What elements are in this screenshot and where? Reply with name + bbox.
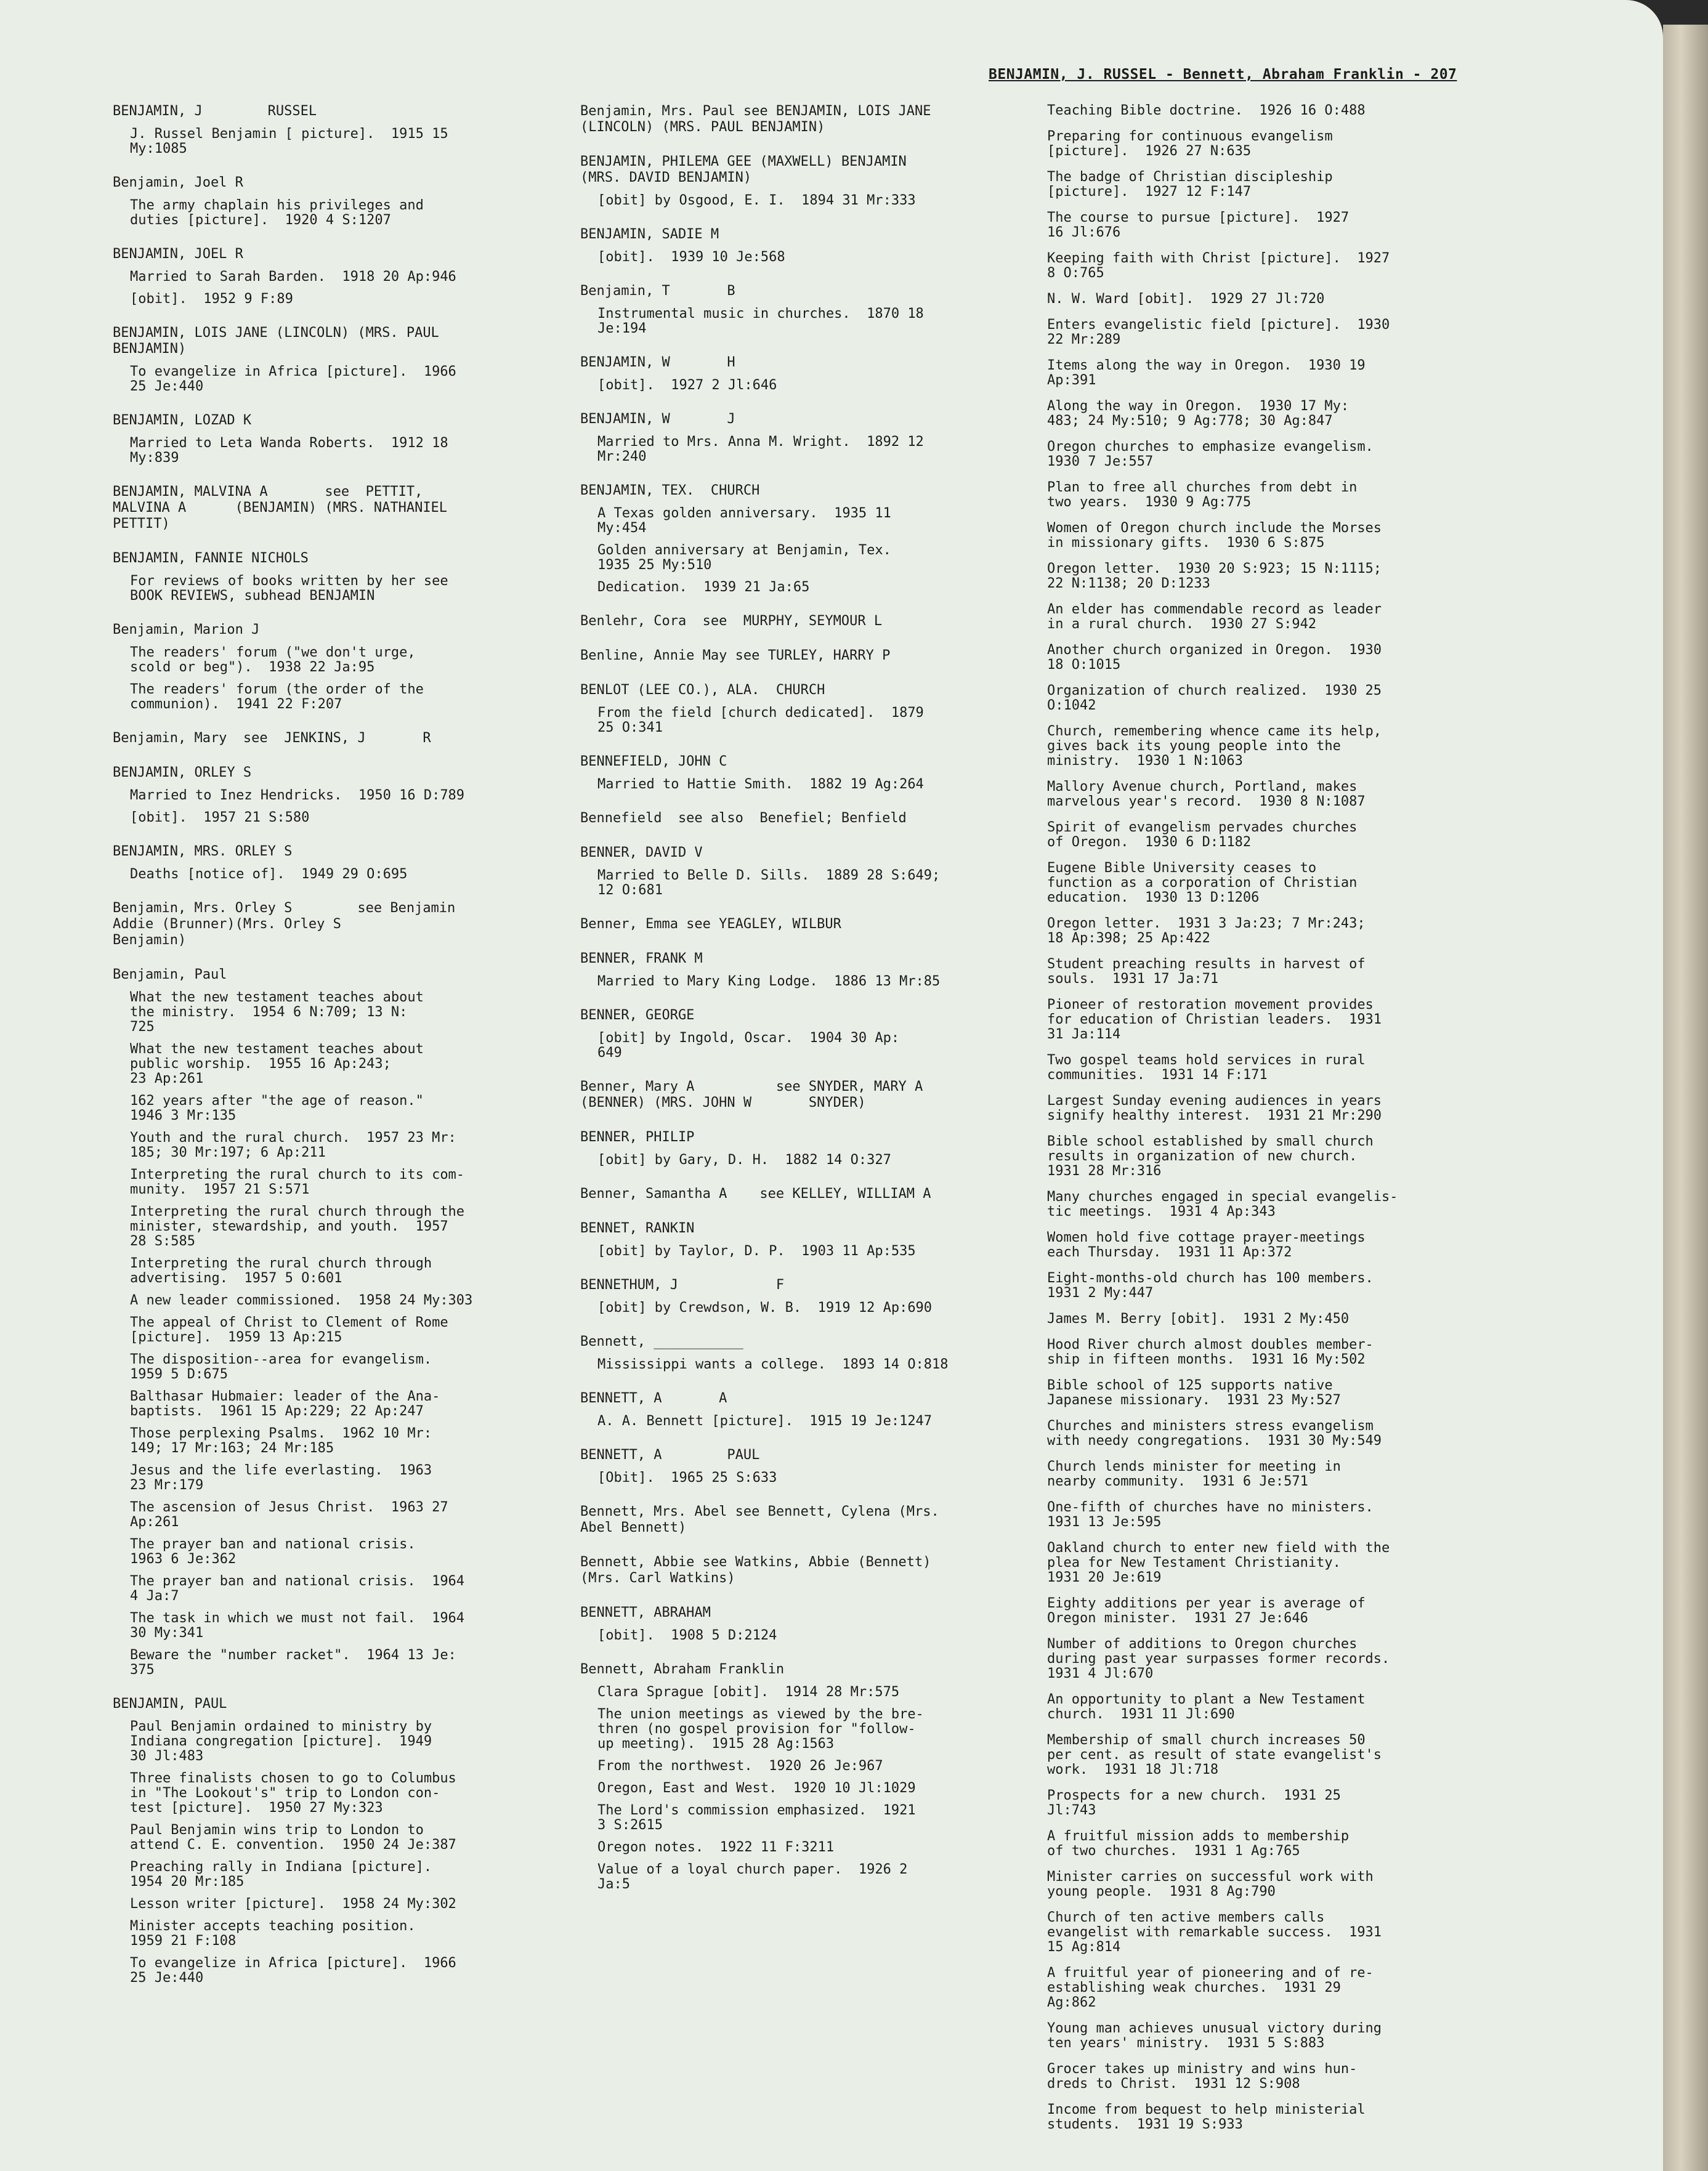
entry-citation: [obit] by Osgood, E. I. 1894 31 Mr:333 (597, 193, 916, 208)
entry-heading: BENJAMIN, MRS. ORLEY S (113, 844, 293, 859)
entry-citation: Preaching rally in Indiana [picture]. 1954 20 Mr:185 (130, 1859, 432, 1890)
entry-citation: [obit]. 1939 10 Je:568 (597, 249, 785, 265)
entry-citation: Pioneer of restoration movement provides for education of Christian leaders. 1931 31 Ja:114 (1047, 997, 1382, 1042)
entry-heading: Bennett, Abraham Franklin (580, 1662, 785, 1677)
index-entry (580, 845, 1024, 898)
entry-citation: Clara Sprague [obit]. 1914 28 Mr:575 (597, 1684, 900, 1700)
entry-citation: Largest Sunday evening audiences in years signify healthy interest. 1931 21 Mr:290 (1047, 1093, 1382, 1123)
entry-citation: Instrumental music in churches. 1870 18 Je:194 (597, 306, 924, 336)
entry-citation: Grocer takes up ministry and wins hun- dreds to Christ. 1931 12 S:908 (1047, 2061, 1358, 2092)
entry-heading: BENJAMIN, PAUL (113, 1696, 227, 1712)
index-entry (580, 1447, 1024, 1486)
index-entry (113, 900, 556, 948)
entry-heading: Benjamin, Marion J (113, 622, 260, 637)
entry-citation: Many churches engaged in special evangelis- tic meetings. 1931 4 Ap:343 (1047, 1189, 1398, 1219)
index-entry (580, 613, 1024, 629)
index-entry (580, 951, 1024, 989)
entry-citation: Three finalists chosen to go to Columbus in "The Lookout's" trip to London con- test [picture]. 1950 27 My:323 (130, 1771, 456, 1816)
entry-citation: Oregon letter. 1931 3 Ja:23; 7 Mr:243; 18 Ap:398; 25 Ap:422 (1047, 916, 1366, 946)
entry-citation: From the northwest. 1920 26 Je:967 (597, 1758, 883, 1774)
entry-citation: A fruitful year of pioneering and of re- establishing weak churches. 1931 29 Ag:862 (1047, 1965, 1374, 2010)
entry-heading: BENJAMIN, PHILEMA GEE (MAXWELL) BENJAMIN (MRS. DAVID BENJAMIN) (580, 154, 907, 185)
entry-heading: BENJAMIN, W J (580, 411, 735, 427)
index-entry (580, 483, 1024, 595)
entry-citation: An elder has commendable record as leader in a rural church. 1930 27 S:942 (1047, 602, 1382, 632)
entry-citation: Interpreting the rural church through the minister, stewardship, and youth. 1957 28 S:585 (130, 1204, 465, 1249)
entry-citation: Minister accepts teaching position. 1959 21 F:108 (130, 1918, 416, 1949)
entry-heading: BENJAMIN, SADIE M (580, 227, 719, 242)
entry-citation: [Obit]. 1965 25 S:633 (597, 1470, 777, 1486)
index-entry (113, 730, 556, 746)
index-entry (580, 1186, 1024, 1202)
entry-heading: BENJAMIN, JOEL R (113, 246, 243, 262)
entry-citation: The readers' forum (the order of the communion). 1941 22 F:207 (130, 682, 424, 712)
entry-citation: [obit] by Taylor, D. P. 1903 11 Ap:535 (597, 1243, 916, 1259)
entry-citation: The course to pursue [picture]. 1927 16 Jl:676 (1047, 210, 1350, 240)
entry-citation: A fruitful mission adds to membership of two churches. 1931 1 Ag:765 (1047, 1829, 1350, 1859)
index-entry (580, 1605, 1024, 1643)
entry-heading: Bennefield see also Benefiel; Benfield (580, 811, 907, 826)
entry-citation: Bible school of 125 supports native Japanese missionary. 1931 23 My:527 (1047, 1378, 1341, 1408)
entry-citation: The Lord's commission emphasized. 1921 3 S:2615 (597, 1803, 916, 1833)
entry-citation: Number of additions to Oregon churches during past year surpasses former records. 1931 4 Jl:670 (1047, 1636, 1390, 1681)
index-entry (113, 175, 556, 228)
entry-citation: [obit]. 1927 2 Jl:646 (597, 378, 777, 393)
index-entry (580, 648, 1024, 664)
entry-citation: To evangelize in Africa [picture]. 1966 25 Je:440 (130, 364, 456, 394)
entry-heading: BENNER, PHILIP (580, 1130, 695, 1145)
entry-heading: Bennett, Mrs. Abel see Bennett, Cylena (Mrs. Abel Bennett) (580, 1504, 939, 1535)
entry-citation: The prayer ban and national crisis. 1964 4 Ja:7 (130, 1574, 465, 1604)
index-entry (113, 765, 556, 825)
entry-heading: BENJAMIN, LOZAD K (113, 413, 252, 428)
entry-heading: BENJAMIN, LOIS JANE (LINCOLN) (MRS. PAUL BENJAMIN) (113, 325, 439, 357)
entry-citation: The prayer ban and national crisis. 1963 6 Je:362 (130, 1537, 416, 1567)
entry-citation: Married to Mary King Lodge. 1886 13 Mr:85 (597, 974, 941, 989)
entry-citation: Paul Benjamin wins trip to London to attend C. E. convention. 1950 24 Je:387 (130, 1822, 456, 1853)
entry-citation: Young man achieves unusual victory during ten years' ministry. 1931 5 S:883 (1047, 2021, 1382, 2051)
column-3 (1047, 103, 1491, 2151)
index-entry (1047, 103, 1491, 2132)
entry-citation: The readers' forum ("we don't urge, scold or beg"). 1938 22 Ja:95 (130, 645, 416, 675)
column-1 (113, 103, 556, 2004)
entry-citation: Oregon churches to emphasize evangelism. 1930 7 Je:557 (1047, 439, 1374, 469)
entry-heading: BENJAMIN, TEX. CHURCH (580, 483, 760, 498)
entry-citation: Interpreting the rural church to its com- munity. 1957 21 S:571 (130, 1167, 465, 1197)
entry-citation: Dedication. 1939 21 Ja:65 (597, 580, 810, 595)
entry-heading: Benjamin, Mary see JENKINS, J R (113, 730, 431, 746)
entry-heading: BENNETT, A PAUL (580, 1447, 760, 1463)
entry-citation: One-fifth of churches have no ministers. 1931 13 Je:595 (1047, 1500, 1374, 1530)
entry-citation: From the field [church dedicated]. 1879 25 O:341 (597, 705, 924, 735)
entry-citation: Church, remembering whence came its help, gives back its young people into the ministry. 1930 1 N:1063 (1047, 724, 1382, 769)
index-entry (580, 1391, 1024, 1429)
entry-heading: Benner, Samantha A see KELLEY, WILLIAM A (580, 1186, 931, 1202)
entry-heading: Benjamin, Joel R (113, 175, 243, 190)
entry-heading: BENNET, RANKIN (580, 1221, 695, 1236)
index-entry (580, 154, 1024, 208)
entry-citation: Lesson writer [picture]. 1958 24 My:302 (130, 1896, 456, 1912)
entry-heading: Benline, Annie May see TURLEY, HARRY P (580, 648, 891, 663)
entry-citation: Churches and ministers stress evangelism with needy congregations. 1931 30 My:549 (1047, 1418, 1382, 1449)
entry-heading: Benjamin, T B (580, 283, 735, 299)
entry-citation: Two gospel teams hold services in rural communities. 1931 14 F:171 (1047, 1053, 1366, 1083)
entry-citation: Membership of small church increases 50 per cent. as result of state evangelist's work. 1931 18 Jl:718 (1047, 1732, 1382, 1777)
index-entry (580, 355, 1024, 393)
entry-heading: Benjamin, Mrs. Orley S see Benjamin Addie (Brunner)(Mrs. Orley S Benjamin) (113, 900, 456, 948)
entry-citation: Keeping faith with Christ [picture]. 1927 8 O:765 (1047, 251, 1390, 281)
entry-citation: Income from bequest to help ministerial students. 1931 19 S:933 (1047, 2102, 1366, 2132)
entry-citation: The appeal of Christ to Clement of Rome [picture]. 1959 13 Ap:215 (130, 1315, 448, 1345)
running-header: BENJAMIN, J. RUSSEL - Bennett, Abraham Franklin - 207 (989, 67, 1457, 83)
index-entry (580, 811, 1024, 827)
entry-citation: Prospects for a new church. 1931 25 Jl:743 (1047, 1788, 1341, 1818)
entry-citation: [obit]. 1952 9 F:89 (130, 291, 293, 307)
index-entry (580, 283, 1024, 336)
entry-citation: Preparing for continuous evangelism [picture]. 1926 27 N:635 (1047, 129, 1333, 159)
entry-citation: The ascension of Jesus Christ. 1963 27 Ap:261 (130, 1500, 448, 1530)
index-entry (113, 246, 556, 307)
index-entry (113, 1696, 556, 1986)
entry-citation: Eugene Bible University ceases to function as a corporation of Christian education. 1930 13 D:1206 (1047, 860, 1358, 905)
entry-citation: Plan to free all churches from debt in two years. 1930 9 Ag:775 (1047, 480, 1358, 510)
index-entry (580, 1079, 1024, 1111)
entry-citation: Married to Hattie Smith. 1882 19 Ag:264 (597, 777, 924, 792)
entry-citation: Women hold five cottage prayer-meetings each Thursday. 1931 11 Ap:372 (1047, 1230, 1366, 1260)
entry-heading: BENLOT (LEE CO.), ALA. CHURCH (580, 682, 825, 698)
entry-heading: Bennett, Abbie see Watkins, Abbie (Bennett) (Mrs. Carl Watkins) (580, 1554, 931, 1586)
index-entry (580, 1504, 1024, 1536)
column-2 (580, 103, 1024, 1910)
index-entry (113, 325, 556, 394)
entry-citation: Mallory Avenue church, Portland, makes marvelous year's record. 1930 8 N:1087 (1047, 779, 1366, 809)
entry-citation: Hood River church almost doubles member- ship in fifteen months. 1931 16 My:502 (1047, 1337, 1374, 1367)
index-entry (113, 844, 556, 882)
entry-citation: Oregon, East and West. 1920 10 Jl:1029 (597, 1781, 916, 1796)
index-entry (580, 1008, 1024, 1061)
entry-citation: A Texas golden anniversary. 1935 11 My:454 (597, 506, 891, 536)
entry-citation: Items along the way in Oregon. 1930 19 Ap:391 (1047, 358, 1366, 388)
entry-heading: BENJAMIN, J RUSSEL (113, 103, 317, 119)
index-entry (580, 1334, 1024, 1372)
entry-citation: Beware the "number racket". 1964 13 Je: 375 (130, 1647, 456, 1678)
entry-citation: Oakland church to enter new field with the plea for New Testament Christianity. 1931 20 Je:619 (1047, 1540, 1390, 1585)
entry-citation: Married to Mrs. Anna M. Wright. 1892 12 Mr:240 (597, 434, 924, 464)
index-entry (580, 227, 1024, 265)
index-entry (113, 484, 556, 532)
entry-citation: What the new testament teaches about public worship. 1955 16 Ap:243; 23 Ap:261 (130, 1041, 424, 1086)
entry-citation: Bible school established by small church results in organization of new church. 1931 28 Mr:316 (1047, 1134, 1374, 1179)
entry-heading: BENNETT, A A (580, 1391, 727, 1406)
index-entry (580, 411, 1024, 464)
entry-citation: [obit] by Gary, D. H. 1882 14 O:327 (597, 1152, 891, 1168)
entry-citation: [obit]. 1957 21 S:580 (130, 810, 310, 825)
entry-heading: Bennett, ___________ (580, 1334, 743, 1349)
entry-citation: Deaths [notice of]. 1949 29 O:695 (130, 867, 408, 882)
entry-citation: Eight-months-old church has 100 members. 1931 2 My:447 (1047, 1271, 1374, 1301)
entry-heading: BENNER, FRANK M (580, 951, 703, 966)
index-entry (580, 682, 1024, 735)
index-entry (113, 622, 556, 712)
index-entry (580, 1277, 1024, 1316)
book-page-edge (1663, 25, 1708, 2171)
entry-heading: BENJAMIN, FANNIE NICHOLS (113, 551, 309, 566)
entry-citation: The task in which we must not fail. 1964 30 My:341 (130, 1611, 465, 1641)
entry-citation: An opportunity to plant a New Testament church. 1931 11 Jl:690 (1047, 1692, 1366, 1722)
entry-citation: Minister carries on successful work with young people. 1931 8 Ag:790 (1047, 1869, 1374, 1899)
entry-citation: Interpreting the rural church through advertising. 1957 5 O:601 (130, 1256, 432, 1286)
entry-citation: Golden anniversary at Benjamin, Tex. 1935 25 My:510 (597, 543, 891, 573)
entry-citation: Jesus and the life everlasting. 1963 23 Mr:179 (130, 1463, 432, 1493)
index-entry (580, 1130, 1024, 1168)
entry-heading: Benjamin, Mrs. Paul see BENJAMIN, LOIS JANE (LINCOLN) (MRS. PAUL BENJAMIN) (580, 103, 931, 135)
entry-citation: N. W. Ward [obit]. 1929 27 Jl:720 (1047, 291, 1325, 307)
index-entry (113, 967, 556, 1678)
entry-citation: [obit] by Ingold, Oscar. 1904 30 Ap: 649 (597, 1030, 900, 1061)
entry-heading: Benner, Emma see YEAGLEY, WILBUR (580, 916, 841, 932)
entry-citation: Youth and the rural church. 1957 23 Mr: 185; 30 Mr:197; 6 Ap:211 (130, 1130, 456, 1160)
entry-citation: Teaching Bible doctrine. 1926 16 O:488 (1047, 103, 1366, 118)
entry-citation: Women of Oregon church include the Morses in missionary gifts. 1930 6 S:875 (1047, 520, 1382, 551)
entry-heading: Benner, Mary A see SNYDER, MARY A (BENNER) (MRS. JOHN W SNYDER) (580, 1079, 923, 1110)
entry-citation: Balthasar Hubmaier: leader of the Ana- baptists. 1961 15 Ap:229; 22 Ap:247 (130, 1389, 440, 1419)
entry-heading: BENNETHUM, J F (580, 1277, 785, 1293)
entry-citation: A. A. Bennett [picture]. 1915 19 Je:1247 (597, 1413, 933, 1429)
entry-heading: BENNER, GEORGE (580, 1008, 695, 1023)
index-entry (580, 754, 1024, 792)
entry-citation: Church lends minister for meeting in nearby community. 1931 6 Je:571 (1047, 1459, 1341, 1489)
index-entry (113, 103, 556, 156)
entry-citation: Married to Inez Hendricks. 1950 16 D:789 (130, 788, 465, 803)
entry-citation: Eighty additions per year is average of Oregon minister. 1931 27 Je:646 (1047, 1596, 1366, 1626)
entry-citation: For reviews of books written by her see BOOK REVIEWS, subhead BENJAMIN (130, 573, 448, 604)
entry-citation: Enters evangelistic field [picture]. 1930 22 Mr:289 (1047, 317, 1390, 347)
entry-heading: BENNETT, ABRAHAM (580, 1605, 711, 1620)
index-entry (580, 1662, 1024, 1892)
entry-citation: James M. Berry [obit]. 1931 2 My:450 (1047, 1311, 1350, 1327)
entry-heading: BENJAMIN, MALVINA A see PETTIT, MALVINA A (BENJAMIN) (MRS. NATHANIEL PETTIT) (113, 484, 448, 532)
entry-citation: Oregon notes. 1922 11 F:3211 (597, 1840, 835, 1855)
entry-heading: Benjamin, Paul (113, 967, 227, 982)
index-entry (580, 103, 1024, 135)
entry-citation: J. Russel Benjamin [ picture]. 1915 15 My:1085 (130, 126, 448, 156)
entry-citation: What the new testament teaches about the ministry. 1954 6 N:709; 13 N: 725 (130, 990, 424, 1035)
entry-citation: [obit] by Crewdson, W. B. 1919 12 Ap:690 (597, 1300, 933, 1316)
entry-citation: Paul Benjamin ordained to ministry by Indiana congregation [picture]. 1949 30 Jl:483 (130, 1719, 432, 1764)
index-entry (113, 551, 556, 604)
entry-citation: Church of ten active members calls evangelist with remarkable success. 1931 15 Ag:814 (1047, 1910, 1382, 1955)
entry-citation: Married to Sarah Barden. 1918 20 Ap:946 (130, 269, 456, 285)
index-entry (580, 1554, 1024, 1587)
entry-heading: BENJAMIN, ORLEY S (113, 765, 252, 780)
entry-citation: To evangelize in Africa [picture]. 1966 25 Je:440 (130, 1955, 456, 1986)
entry-citation: The disposition--area for evangelism. 1959 5 D:675 (130, 1352, 432, 1382)
entry-citation: A new leader commissioned. 1958 24 My:303 (130, 1293, 473, 1308)
entry-citation: Oregon letter. 1930 20 S:923; 15 N:1115; 22 N:1138; 20 D:1233 (1047, 561, 1382, 591)
entry-citation: Married to Belle D. Sills. 1889 28 S:649; 12 O:681 (597, 868, 941, 898)
entry-citation: Married to Leta Wanda Roberts. 1912 18 My:839 (130, 435, 448, 466)
entry-citation: [obit]. 1908 5 D:2124 (597, 1628, 777, 1643)
entry-citation: Value of a loyal church paper. 1926 2 Ja:5 (597, 1862, 908, 1892)
entry-heading: BENNER, DAVID V (580, 845, 703, 860)
entry-citation: Student preaching results in harvest of souls. 1931 17 Ja:71 (1047, 956, 1366, 987)
entry-citation: Along the way in Oregon. 1930 17 My: 483; 24 My:510; 9 Ag:778; 30 Ag:847 (1047, 398, 1350, 429)
entry-heading: Benlehr, Cora see MURPHY, SEYMOUR L (580, 613, 883, 629)
entry-citation: The union meetings as viewed by the bre- thren (no gospel provision for "follow- up meeting). 1915 28 Ag:1563 (597, 1707, 924, 1752)
entry-citation: Another church organized in Oregon. 1930 18 O:1015 (1047, 642, 1382, 673)
entry-citation: Mississippi wants a college. 1893 14 O:818 (597, 1357, 949, 1372)
entry-citation: The badge of Christian discipleship [picture]. 1927 12 F:147 (1047, 169, 1333, 200)
entry-citation: Those perplexing Psalms. 1962 10 Mr: 149; 17 Mr:163; 24 Mr:185 (130, 1426, 432, 1456)
entry-citation: The army chaplain his privileges and duties [picture]. 1920 4 S:1207 (130, 198, 424, 228)
entry-heading: BENNEFIELD, JOHN C (580, 754, 727, 769)
index-entry (580, 1221, 1024, 1259)
entry-heading: BENJAMIN, W H (580, 355, 735, 370)
entry-citation: Organization of church realized. 1930 25 O:1042 (1047, 683, 1382, 713)
entry-citation: 162 years after "the age of reason." 1946 3 Mr:135 (130, 1093, 424, 1123)
index-entry (113, 413, 556, 466)
entry-citation: Spirit of evangelism pervades churches of Oregon. 1930 6 D:1182 (1047, 820, 1358, 850)
index-entry (580, 916, 1024, 932)
